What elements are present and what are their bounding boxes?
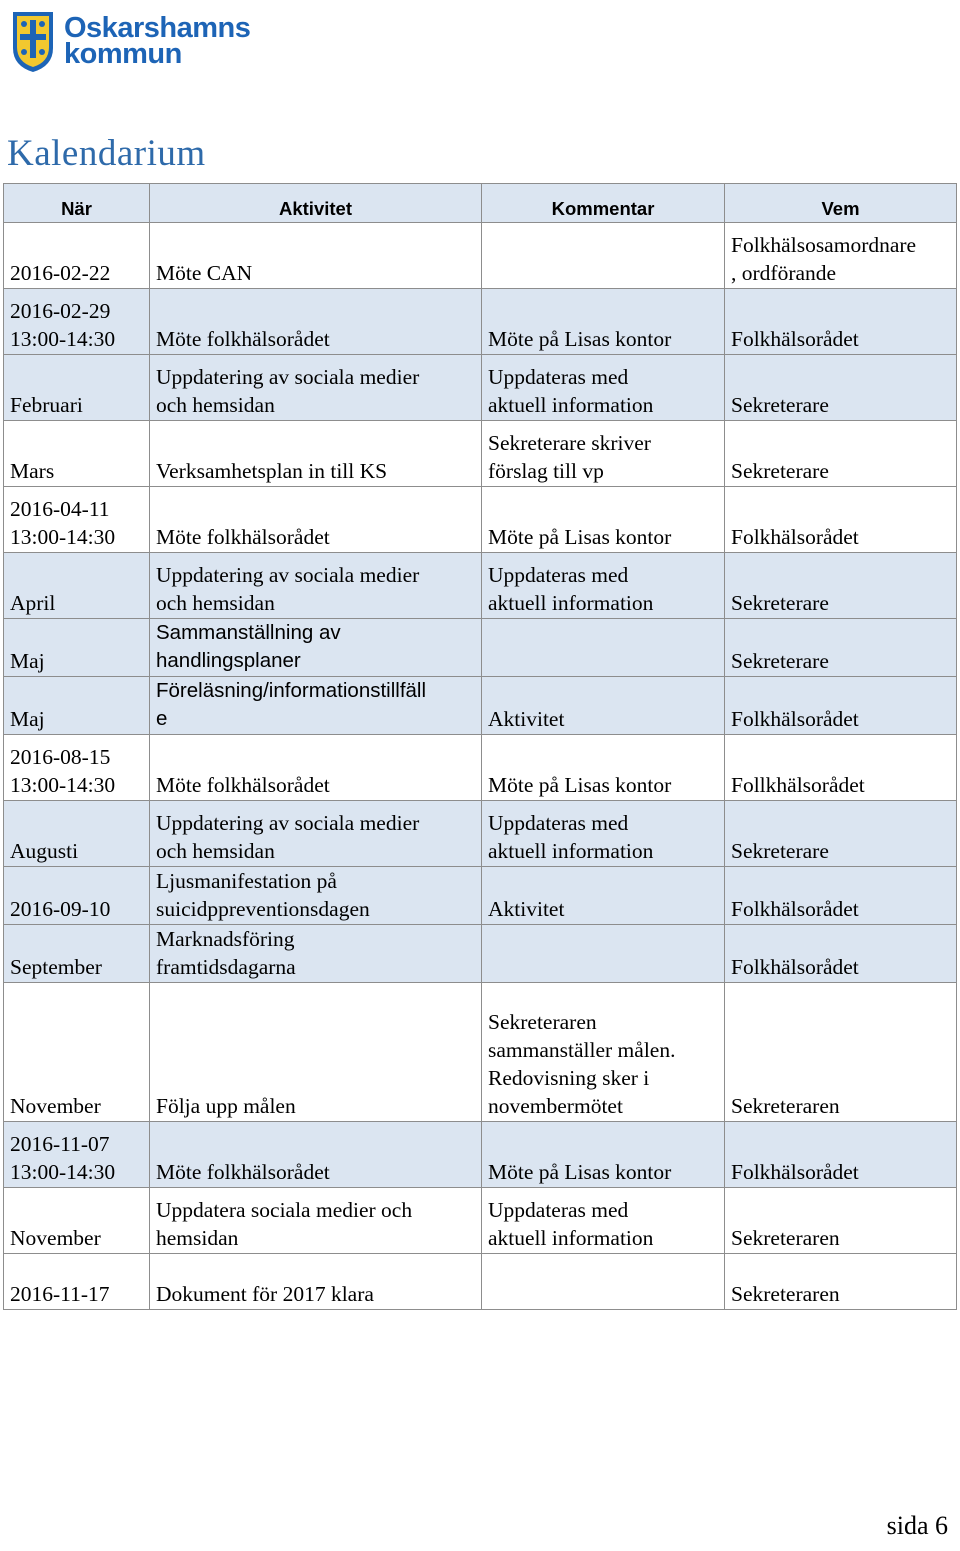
cell-line: Ljusmanifestation på <box>156 869 337 893</box>
cell-line: Maj <box>10 707 45 731</box>
table-row <box>4 983 957 1122</box>
cell-activity <box>150 867 482 925</box>
cell-line: April <box>10 591 56 615</box>
cell-when <box>4 619 150 677</box>
cell-comment <box>482 1254 725 1310</box>
cell-who <box>725 1122 957 1188</box>
cell-line: Redovisning sker i <box>488 1066 650 1090</box>
municipality-logo <box>8 6 250 76</box>
header-who: Vem <box>725 184 957 223</box>
cell-activity <box>150 983 482 1122</box>
table-row <box>4 553 957 619</box>
cell-activity <box>150 1122 482 1188</box>
cell-when <box>4 867 150 925</box>
cell-who <box>725 1188 957 1254</box>
cell-line: suicidppreventionsdagen <box>156 897 370 921</box>
cell-when <box>4 925 150 983</box>
cell-line: Aktivitet <box>488 707 565 731</box>
coat-of-arms-icon <box>8 8 58 74</box>
table-row <box>4 223 957 289</box>
cell-activity <box>150 619 482 677</box>
cell-activity <box>150 925 482 983</box>
cell-line: 2016-02-22 <box>10 261 111 285</box>
logo-line-1: Oskarshamns <box>64 12 251 44</box>
cell-who <box>725 619 957 677</box>
cell-line: aktuell information <box>488 839 654 863</box>
cell-comment <box>482 677 725 735</box>
table-row <box>4 677 957 735</box>
cell-line: hemsidan <box>156 1226 239 1250</box>
table-row <box>4 801 957 867</box>
cell-line: Maj <box>10 649 45 673</box>
cell-line: 2016-11-07 <box>10 1132 110 1156</box>
cell-who <box>725 289 957 355</box>
cell-line: Dokument för 2017 klara <box>156 1282 374 1306</box>
table-row <box>4 289 957 355</box>
cell-line: Uppdatering av sociala medier <box>156 365 420 389</box>
cell-line: handlingsplaner <box>156 649 301 672</box>
table-row <box>4 735 957 801</box>
cell-line: Uppdateras med <box>488 365 629 389</box>
cell-activity <box>150 1254 482 1310</box>
cell-activity <box>150 289 482 355</box>
page-number: sida 6 <box>886 1511 948 1540</box>
cell-who <box>725 735 957 801</box>
cell-line: Uppdateras med <box>488 1198 629 1222</box>
cell-comment <box>482 421 725 487</box>
table-row <box>4 1188 957 1254</box>
cell-line: 2016-08-15 <box>10 745 111 769</box>
cell-who <box>725 677 957 735</box>
cell-line: framtidsdagarna <box>156 955 296 979</box>
cell-line: novembermötet <box>488 1094 623 1118</box>
page-title: Kalendarium <box>7 133 206 174</box>
cell-line: Uppdatera sociala medier och <box>156 1198 413 1222</box>
cell-line: 13:00-14:30 <box>10 525 116 549</box>
table-row <box>4 925 957 983</box>
cell-when <box>4 735 150 801</box>
cell-comment <box>482 735 725 801</box>
cell-line: Folkhälsorådet <box>731 897 859 921</box>
cell-when <box>4 289 150 355</box>
cell-line: November <box>10 1094 101 1118</box>
calendar-table <box>3 183 957 1310</box>
cell-line: 13:00-14:30 <box>10 773 116 797</box>
cell-line: Möte folkhälsorådet <box>156 525 330 549</box>
cell-when <box>4 983 150 1122</box>
cell-line: Sekreterare <box>731 839 829 863</box>
cell-line: Sekreterare <box>731 459 829 483</box>
cell-comment <box>482 867 725 925</box>
table-row <box>4 355 957 421</box>
cell-line: e <box>156 707 168 730</box>
calendar-body <box>4 223 957 1310</box>
cell-line: Folkhälsorådet <box>731 707 859 731</box>
logo-line-2: kommun <box>64 38 182 70</box>
cell-line: och hemsidan <box>156 839 275 863</box>
cell-line: förslag till vp <box>488 459 604 483</box>
cell-who <box>725 1254 957 1310</box>
cell-who <box>725 925 957 983</box>
cell-comment <box>482 925 725 983</box>
cell-line: Möte CAN <box>156 261 253 285</box>
cell-line: Folkhälsorådet <box>731 1160 859 1184</box>
cell-who <box>725 867 957 925</box>
cell-line: Folkhälsosamordnare <box>731 233 917 257</box>
cell-who <box>725 421 957 487</box>
cell-when <box>4 223 150 289</box>
header-comment: Kommentar <box>482 184 725 223</box>
cell-when <box>4 801 150 867</box>
cell-comment <box>482 553 725 619</box>
cell-line: Möte på Lisas kontor <box>488 1160 672 1184</box>
cell-activity <box>150 355 482 421</box>
cell-line: Möte folkhälsorådet <box>156 1160 330 1184</box>
cell-line: Sammanställning av <box>156 621 341 644</box>
cell-line: Sekreteraren <box>488 1010 597 1034</box>
cell-who <box>725 355 957 421</box>
cell-line: 2016-04-11 <box>10 497 110 521</box>
cell-line: Sekreterare skriver <box>488 431 651 455</box>
cell-comment <box>482 983 725 1122</box>
cell-who <box>725 223 957 289</box>
cell-line: 2016-11-17 <box>10 1282 110 1306</box>
cell-line: 2016-02-29 <box>10 299 111 323</box>
cell-line: Föreläsning/informationstillfäll <box>156 679 427 702</box>
cell-line: Sekreterare <box>731 591 829 615</box>
cell-line: Möte på Lisas kontor <box>488 327 672 351</box>
cell-line: Februari <box>10 393 83 417</box>
cell-line: Sekreterare <box>731 393 829 417</box>
cell-line: Möte på Lisas kontor <box>488 525 672 549</box>
cell-activity <box>150 1188 482 1254</box>
cell-line: aktuell information <box>488 1226 654 1250</box>
cell-activity <box>150 487 482 553</box>
cell-when <box>4 553 150 619</box>
header-when: När <box>4 184 150 223</box>
cell-line: Folkhälsorådet <box>731 525 859 549</box>
cell-who <box>725 983 957 1122</box>
cell-when <box>4 355 150 421</box>
cell-line: Sekreteraren <box>731 1226 840 1250</box>
cell-when <box>4 1122 150 1188</box>
cell-line: 2016-09-10 <box>10 897 111 921</box>
table-row <box>4 1254 957 1310</box>
cell-line: aktuell information <box>488 393 654 417</box>
cell-line: Folkhälsorådet <box>731 327 859 351</box>
table-row <box>4 1122 957 1188</box>
cell-activity <box>150 223 482 289</box>
cell-line: Follkhälsorådet <box>731 773 865 797</box>
cell-line: Folkhälsorådet <box>731 955 859 979</box>
cell-activity <box>150 735 482 801</box>
cell-comment <box>482 1122 725 1188</box>
cell-line: och hemsidan <box>156 393 275 417</box>
cell-line: Aktivitet <box>488 897 565 921</box>
cell-line: Marknadsföring <box>156 927 295 951</box>
cell-line: September <box>10 955 102 979</box>
cell-line: Möte folkhälsorådet <box>156 327 330 351</box>
table-row <box>4 619 957 677</box>
cell-comment <box>482 619 725 677</box>
cell-when <box>4 421 150 487</box>
cell-line: Augusti <box>10 839 79 863</box>
cell-when <box>4 677 150 735</box>
table-row <box>4 487 957 553</box>
cell-who <box>725 487 957 553</box>
table-row <box>4 867 957 925</box>
cell-line: Uppdateras med <box>488 811 629 835</box>
cell-activity <box>150 553 482 619</box>
cell-line: November <box>10 1226 101 1250</box>
header-activity: Aktivitet <box>150 184 482 223</box>
cell-line: Verksamhetsplan in till KS <box>156 459 388 483</box>
cell-line: Mars <box>10 459 55 483</box>
table-header-row <box>4 184 957 223</box>
cell-line: Sekreteraren <box>731 1282 840 1306</box>
cell-comment <box>482 801 725 867</box>
cell-line: Möte på Lisas kontor <box>488 773 672 797</box>
cell-when <box>4 1254 150 1310</box>
cell-line: 13:00-14:30 <box>10 327 116 351</box>
cell-activity <box>150 801 482 867</box>
cell-line: Uppdatering av sociala medier <box>156 811 420 835</box>
cell-line: Följa upp målen <box>156 1094 296 1118</box>
cell-who <box>725 553 957 619</box>
cell-line: Uppdateras med <box>488 563 629 587</box>
cell-line: , ordförande <box>731 261 837 285</box>
cell-when <box>4 1188 150 1254</box>
cell-line: Uppdatering av sociala medier <box>156 563 420 587</box>
cell-line: och hemsidan <box>156 591 275 615</box>
table-row <box>4 421 957 487</box>
cell-activity <box>150 421 482 487</box>
cell-comment <box>482 355 725 421</box>
cell-line: Sekreterare <box>731 649 829 673</box>
cell-when <box>4 487 150 553</box>
cell-line: sammanställer målen. <box>488 1038 676 1062</box>
cell-comment <box>482 289 725 355</box>
cell-line: aktuell information <box>488 591 654 615</box>
cell-who <box>725 801 957 867</box>
cell-activity <box>150 677 482 735</box>
cell-line: Möte folkhälsorådet <box>156 773 330 797</box>
cell-comment <box>482 1188 725 1254</box>
cell-line: 13:00-14:30 <box>10 1160 116 1184</box>
cell-line: Sekreteraren <box>731 1094 840 1118</box>
cell-comment <box>482 487 725 553</box>
cell-comment <box>482 223 725 289</box>
